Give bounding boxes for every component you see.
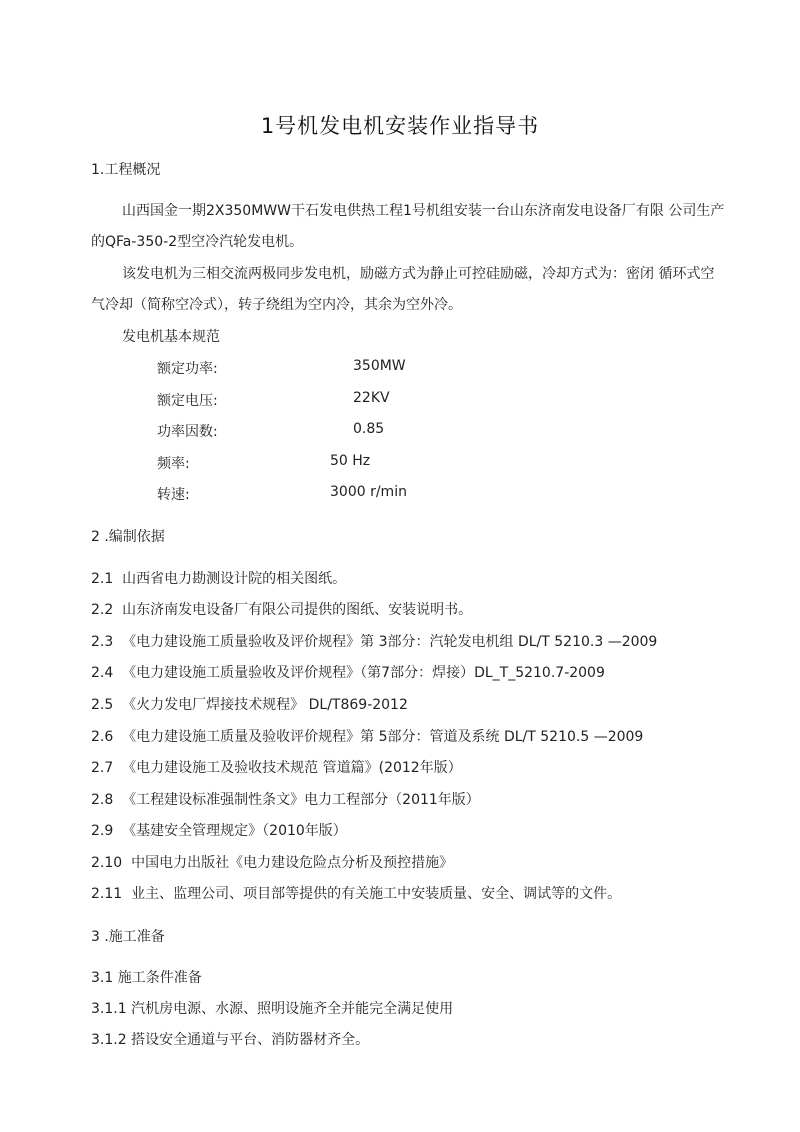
list-item [91, 569, 346, 589]
reference-number: 2.3 [91, 634, 114, 650]
reference-number: 2.9 [91, 823, 114, 839]
reference-number: 2.7 [91, 760, 114, 776]
list-item [91, 727, 643, 747]
spec-value: 350MW [353, 358, 406, 374]
list-item [91, 695, 408, 715]
overview-paragraph-2-line-1: 该发电机为三相交流两极同步发电机，励磁方式为静止可控硅励磁，冷却方式为：密闭 循环式空 [122, 266, 715, 282]
reference-number: 2.10 [91, 855, 123, 871]
list-item [91, 790, 480, 810]
list-item [91, 884, 621, 904]
overview-paragraph-2-line-2: 气冷却（简称空冷式），转子绕组为空内冷，其余为空外冷。 [91, 297, 462, 313]
list-item [91, 821, 347, 841]
reference-text: 《电力建设施工质量及验收评价规程》第 5部分：管道及系统 DL/T 5210.5 —2009 [122, 729, 644, 745]
spec-label: 额定电压: [157, 393, 218, 409]
spec-label: 功率因数: [157, 424, 218, 440]
list-item [91, 600, 472, 620]
spec-label: 频率: [157, 456, 190, 472]
list-item [91, 663, 605, 683]
reference-text: 业主、监理公司、项目部等提供的有关施工中安装质量、安全、调试等的文件。 [131, 886, 622, 902]
overview-paragraph-1-line-1: 山西国金一期2X350MWW干石发电供热工程1号机组安装一台山东济南发电设备厂有限 公司生产 [122, 203, 725, 219]
reference-number: 2.8 [91, 792, 114, 808]
spec-heading: 发电机基本规范 [122, 329, 220, 345]
reference-number: 2.1 [91, 571, 114, 587]
section-3-heading: 3 .施工准备 [91, 929, 165, 945]
reference-text: 《电力建设施工质量验收及评价规程》第 3部分：汽轮发电机组 DL/T 5210.3 —2009 [122, 634, 658, 650]
spec-value: 3000 r/min [330, 484, 407, 500]
section-2-heading: 2 .编制依据 [91, 529, 165, 545]
reference-text: 山东济南发电设备厂有限公司提供的图纸、安装说明书。 [122, 602, 473, 618]
list-item [91, 758, 462, 778]
reference-number: 2.2 [91, 602, 114, 618]
reference-number: 2.4 [91, 665, 114, 681]
section-3-1-heading: 3.1 施工条件准备 [91, 970, 202, 986]
reference-text: 中国电力出版社《电力建设危险点分析及预控措施》 [131, 855, 454, 871]
overview-paragraph-1-line-2: 的QFa-350-2型空冷汽轮发电机。 [91, 234, 304, 250]
list-item [91, 853, 453, 873]
reference-text: 《工程建设标准强制性条文》电力工程部分（2011年版） [122, 792, 480, 808]
reference-number: 2.6 [91, 729, 114, 745]
section-3-1-1-item: 3.1.1 汽机房电源、水源、照明设施齐全并能完全满足使用 [91, 1001, 454, 1017]
reference-text: 山西省电力勘测设计院的相关图纸。 [122, 571, 347, 587]
section-1-heading: 1.工程概况 [91, 162, 161, 178]
reference-text: 《基建安全管理规定》（2010年版） [122, 823, 347, 839]
reference-text: 《火力发电厂焊接技术规程》 DL/T869-2012 [122, 697, 408, 713]
spec-label: 转速: [157, 487, 190, 503]
section-3-1-2-item: 3.1.2 搭设安全通道与平台、消防器材齐全。 [91, 1032, 370, 1048]
reference-text: 《电力建设施工质量验收及评价规程》（第7部分：焊接）DL_T_5210.7-2009 [122, 665, 605, 681]
spec-value: 22KV [353, 390, 390, 406]
document-title: 1号机发电机安装作业指导书 [260, 114, 540, 138]
reference-number: 2.5 [91, 697, 114, 713]
reference-text: 《电力建设施工及验收技术规范 管道篇》(2012年版） [122, 760, 462, 776]
spec-value: 0.85 [353, 421, 385, 437]
reference-number: 2.11 [91, 886, 123, 902]
spec-label: 额定功率: [157, 361, 218, 377]
spec-value: 50 Hz [330, 453, 371, 469]
list-item [91, 632, 657, 652]
